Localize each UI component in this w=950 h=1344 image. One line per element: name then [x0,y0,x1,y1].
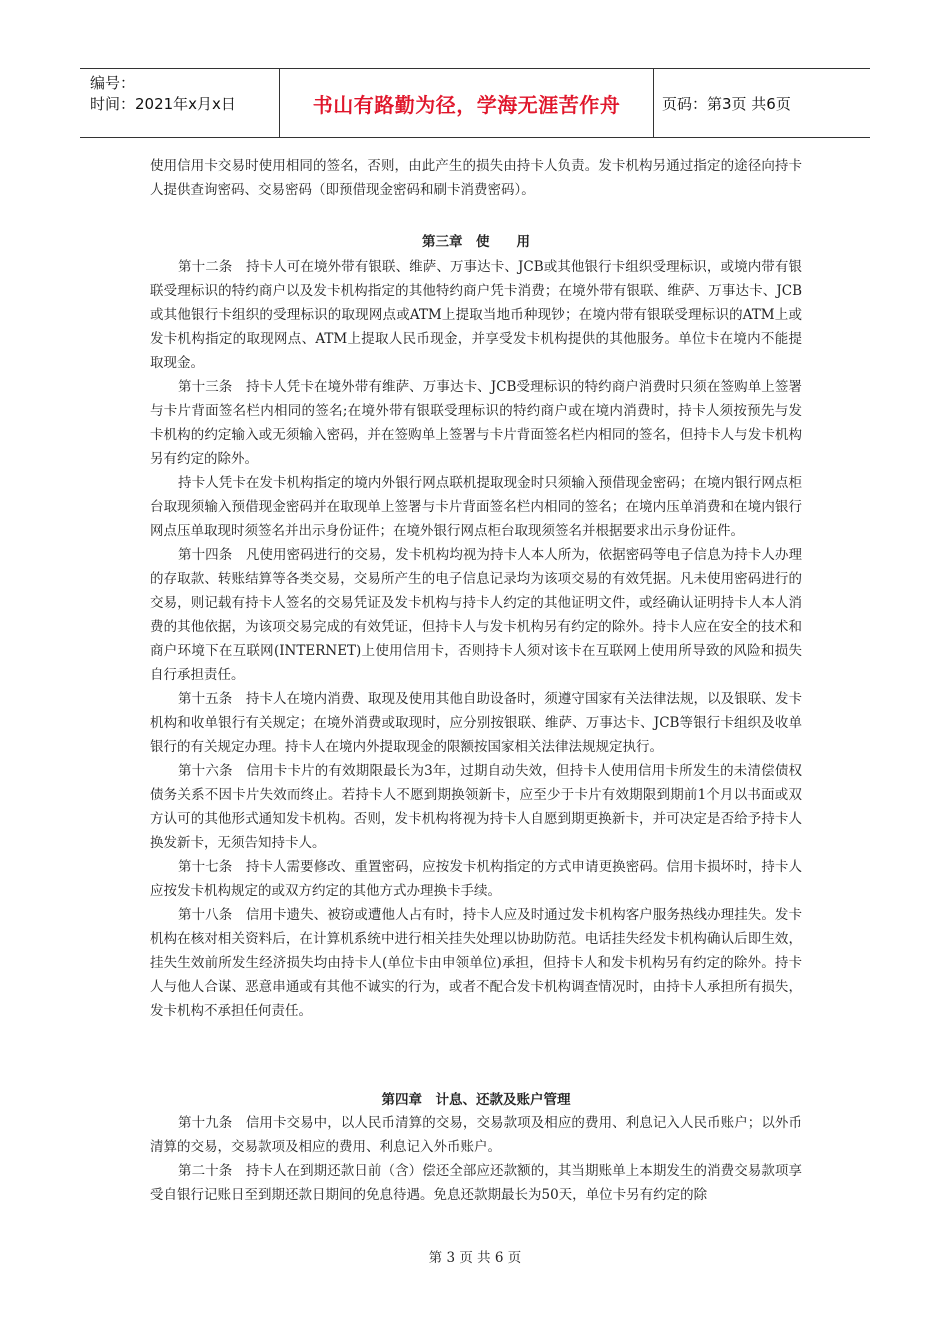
document-date-label: 时间：2021年x月x日 [90,95,236,113]
page-header [80,68,870,138]
chapter-3-title: 第三章 使 用 [422,234,530,250]
article-15: 第十五条 持卡人在境内消费、取现及使用其他自助设备时，须遵守国家有关法律法规，以及银联、发卡机构和收单银行有关规定；在境外消费或取现时，应分别按银联、维萨、万事达卡、JCB等银行卡组织及收单银行的有关规定办理。持卡人在境内外提取现金的限额按国家相关法律法规规定执行。 [150,691,802,755]
header-page-label: 页码：第3页 共6页 [662,94,791,113]
article-19: 第十九条 信用卡交易中，以人民币清算的交易，交易款项及相应的费用、利息记入人民币账户；以外币清算的交易，交易款项及相应的费用、利息记入外币账户。 [150,1115,802,1155]
article-14: 第十四条 凡使用密码进行的交易，发卡机构均视为持卡人本人所为，依据密码等电子信息为持卡人办理的存取款、转账结算等各类交易，交易所产生的电子信息记录均为该项交易的有效凭据。凡未使用密码进行的交易，则记载有持卡人签名的交易凭证及发卡机构与持卡人约定的其他证明文件，或经确认证明持卡人本人消费的其他依据，为该项交易完成的有效凭证，但持卡人与发卡机构另有约定的除外。持卡人应在安全的技术和商户环境下在互联网(INTERNET)上使用信用卡，否则持卡人须对该卡在互联网上使用所导致的风险和损失自行承担责任。 [150,547,802,683]
article-18: 第十八条 信用卡遗失、被窃或遭他人占有时，持卡人应及时通过发卡机构客户服务热线办理挂失。发卡机构在核对相关资料后，在计算机系统中进行相关挂失处理以协助防范。电话挂失经发卡机构确认后即生效，挂失生效前所发生经济损失均由持卡人(单位卡由申领单位)承担，但持卡人和发卡机构另有约定的除外。持卡人与他人合谋、恶意串通或有其他不诚实的行为，或者不配合发卡机构调查情况时，由持卡人承担所有损失，发卡机构不承担任何责任。 [150,907,802,1019]
chapter-4-title: 第四章 计息、还款及账户管理 [381,1092,571,1108]
header-motto: 书山有路勤为径，学海无涯苦作舟 [280,69,654,137]
header-meta [80,69,280,137]
article-20: 第二十条 持卡人在到期还款日前（含）偿还全部应还款额的，其当期账单上本期发生的消费交易款项享受自银行记账日至到期还款日期间的免息待遇。免息还款期最长为50天，单位卡另有约定的除 [150,1163,802,1203]
chapter-4-body [150,1111,802,1207]
article-13-continued: 持卡人凭卡在发卡机构指定的境内外银行网点联机提取现金时只须输入预借现金密码；在境内银行网点柜台取现须输入预借现金密码并在取现单上签署与卡片背面签名栏内相同的签名；在境内压单消费和在境内银行网点压单取现时须签名并出示身份证件；在境外银行网点柜台取现须签名并根据要求出示身份证件。 [150,475,802,539]
document-number-label: 编号： [90,74,136,92]
page-footer: 第 3 页 共 6 页 [428,1250,522,1266]
chapter-3-body [150,255,802,1023]
article-12: 第十二条 持卡人可在境外带有银联、维萨、万事达卡、JCB或其他银行卡组织受理标识，或境内带有银联受理标识的特约商户以及发卡机构指定的其他特约商户凭卡消费；在境外带有银联、维萨、万事达卡、JCB或其他银行卡组织的受理标识的取现网点或ATM上提取当地币种现钞；在境内带有银联受理标识的ATM上或发卡机构指定的取现网点、ATM上提取人民币现金，并享受发卡机构提供的其他服务。单位卡在境内不能提取现金。 [150,259,802,371]
intro-text [150,154,802,202]
article-17: 第十七条 持卡人需要修改、重置密码，应按发卡机构指定的方式申请更换密码。信用卡损坏时，持卡人应按发卡机构规定的或双方约定的其他方式办理换卡手续。 [150,859,802,899]
article-16: 第十六条 信用卡卡片的有效期限最长为3年，过期自动失效，但持卡人使用信用卡所发生的未清偿债权债务关系不因卡片失效而终止。若持卡人不愿到期换领新卡，应至少于卡片有效期限到期前1个月以书面或双方认可的其他形式通知发卡机构。否则，发卡机构将视为持卡人自愿到期更换新卡，并可决定是否给予持卡人换发新卡，无须告知持卡人。 [150,763,802,851]
article-13: 第十三条 持卡人凭卡在境外带有维萨、万事达卡、JCB受理标识的特约商户消费时只须在签购单上签署与卡片背面签名栏内相同的签名;在境外带有银联受理标识的特约商户或在境内消费时，持卡人须按预先与发卡机构的约定输入或无须输入密码，并在签购单上签署与卡片背面签名栏内相同的签名，但持卡人与发卡机构另有约定的除外。 [150,379,802,467]
intro-paragraph: 使用信用卡交易时使用相同的签名，否则，由此产生的损失由持卡人负责。发卡机构另通过指定的途径向持卡人提供查询密码、交易密码（即预借现金密码和刷卡消费密码）。 [150,158,802,198]
